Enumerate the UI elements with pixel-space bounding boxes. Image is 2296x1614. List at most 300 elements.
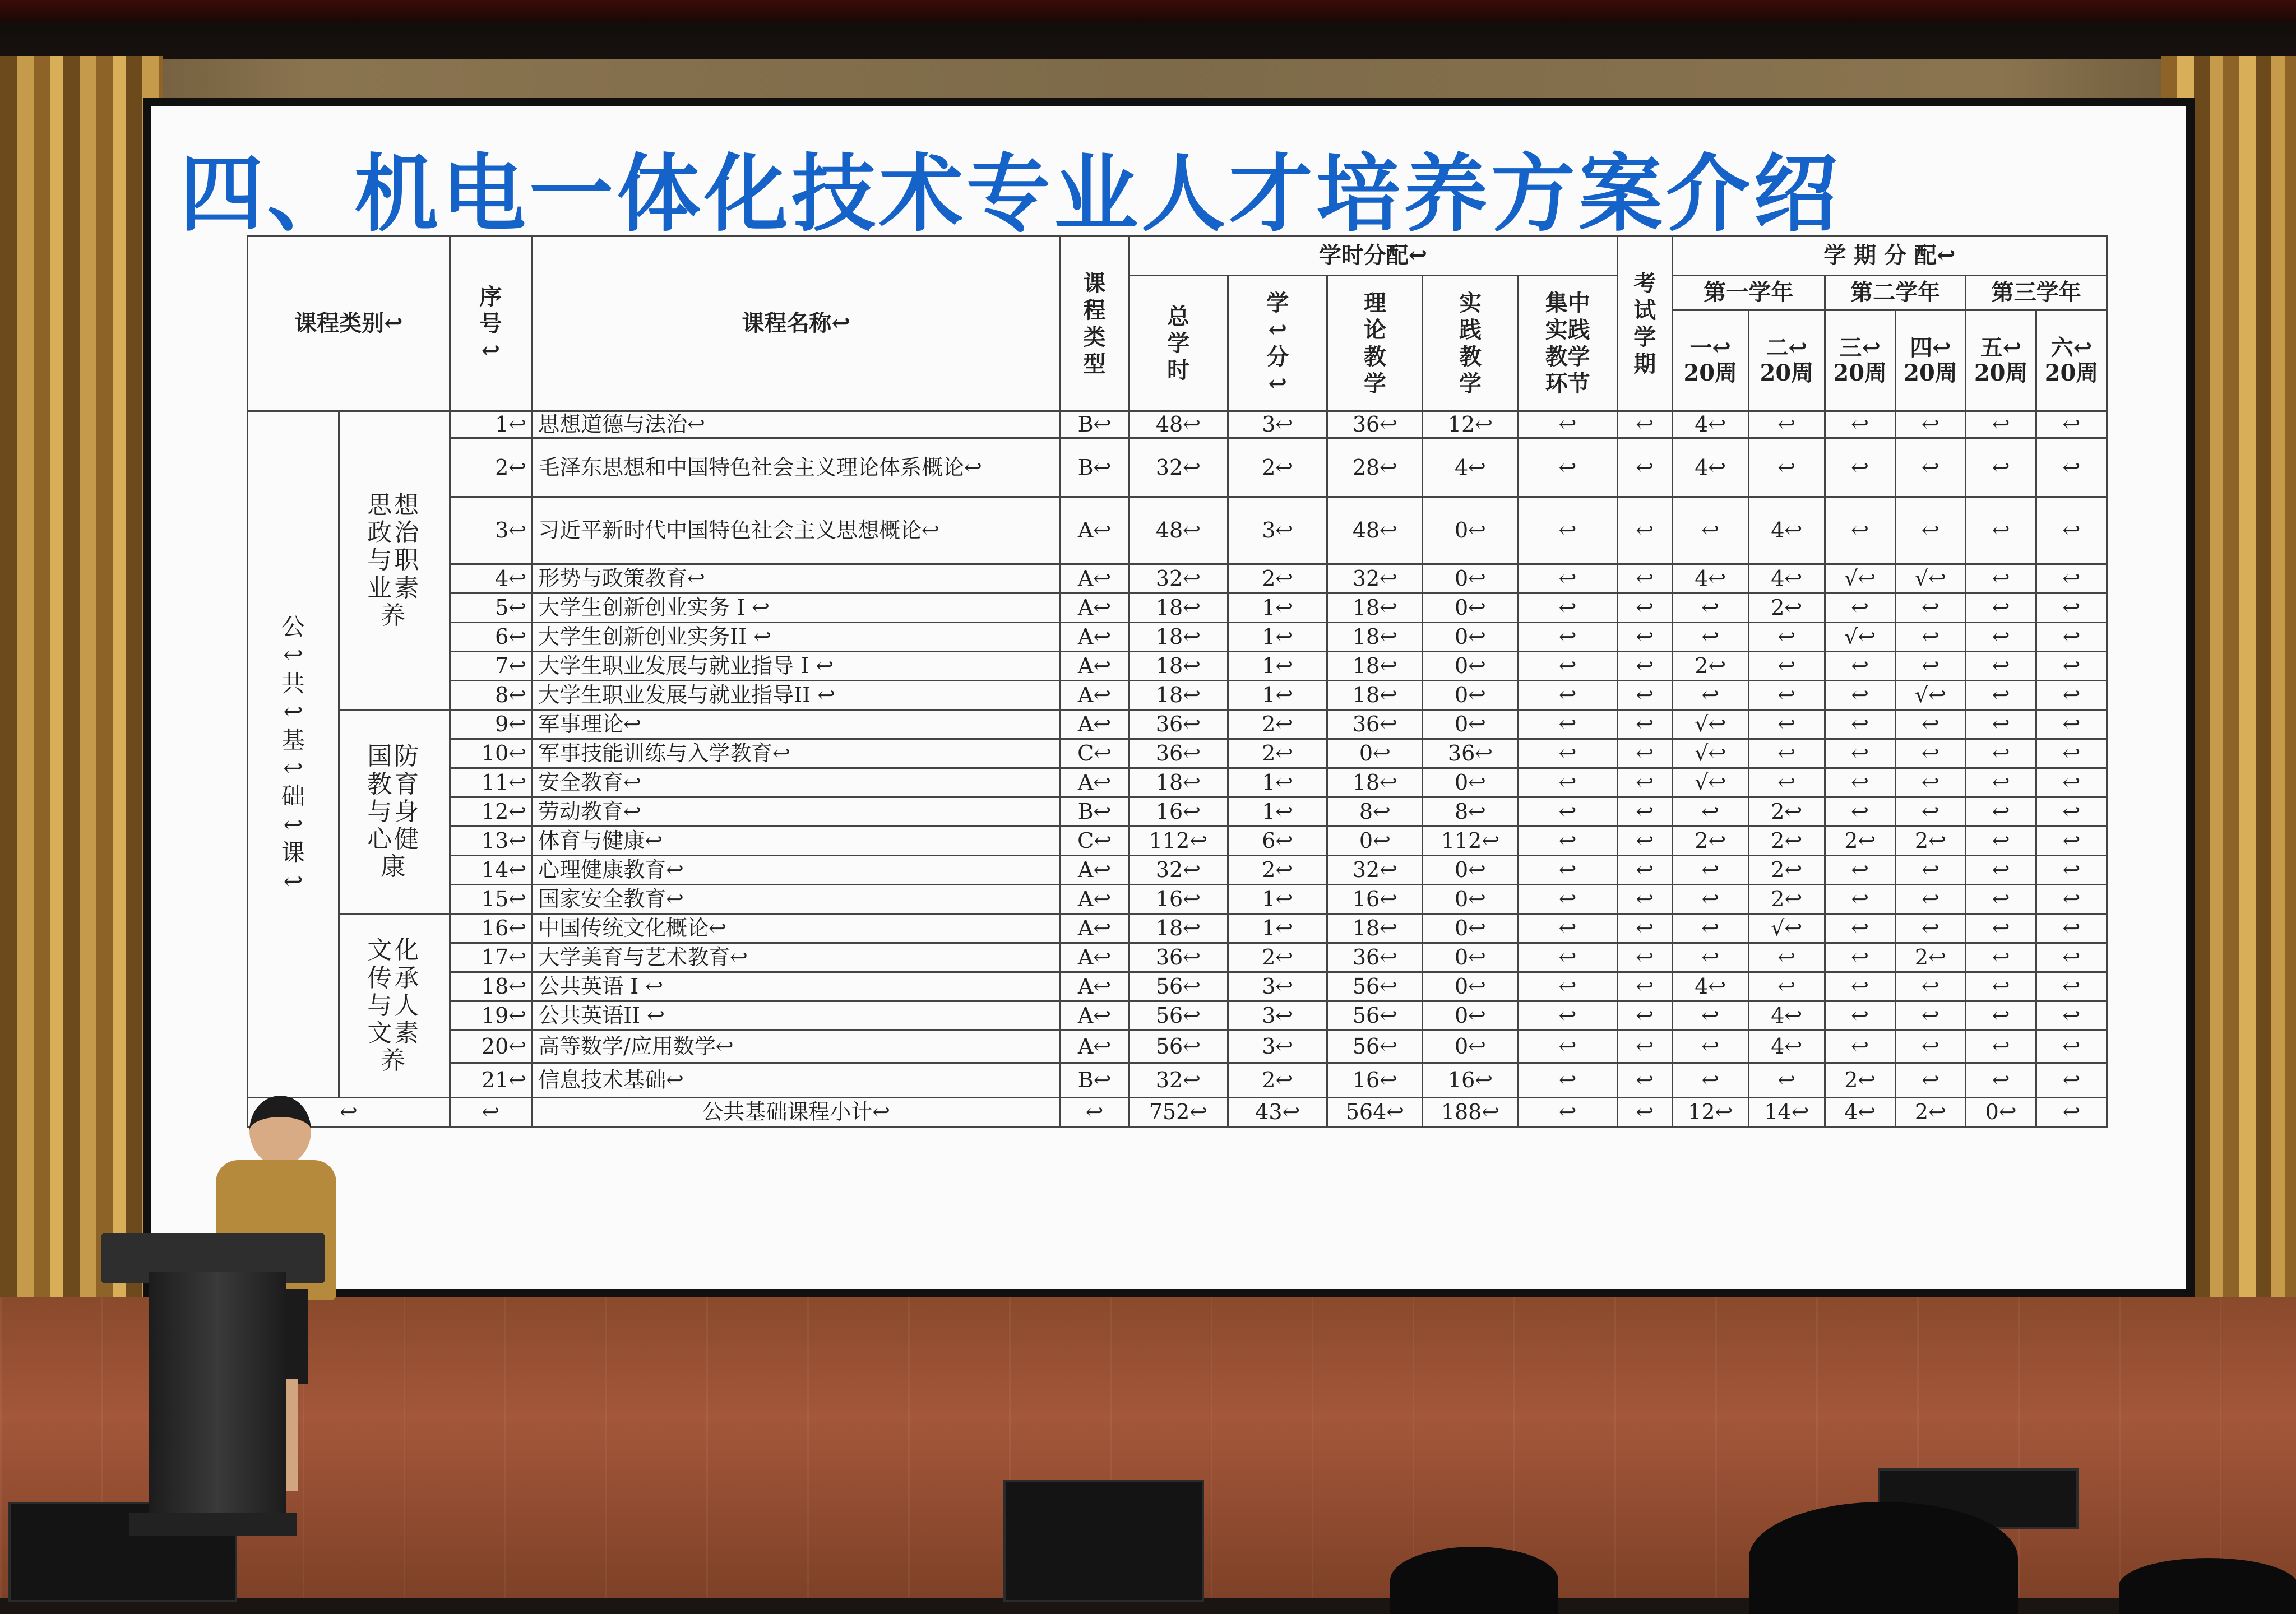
course-credit: 2↩ bbox=[1228, 856, 1327, 885]
course-practice: 36↩ bbox=[1423, 739, 1518, 768]
course-total: 36↩ bbox=[1128, 943, 1228, 972]
semester-4-cell: ↩ bbox=[1895, 885, 1966, 914]
course-credit: 3↩ bbox=[1228, 497, 1327, 564]
table-row bbox=[248, 593, 2107, 623]
semester-5-cell: ↩ bbox=[1966, 768, 2036, 797]
course-practice: 0↩ bbox=[1423, 497, 1518, 564]
semester-5-cell: ↩ bbox=[1966, 564, 2036, 593]
semester-4-cell: ↩ bbox=[1895, 914, 1966, 943]
semester-1-cell: ↩ bbox=[1672, 1063, 1748, 1098]
subtotal-total: 752↩ bbox=[1128, 1098, 1228, 1127]
course-conc: ↩ bbox=[1518, 497, 1617, 564]
course-name: 高等数学/应用数学↩ bbox=[532, 1031, 1061, 1063]
course-seq: 1↩ bbox=[450, 411, 531, 438]
semester-6-cell: ↩ bbox=[2036, 1001, 2107, 1031]
subtotal-category: ↩ bbox=[248, 1098, 450, 1127]
semester-3-cell: 2↩ bbox=[1825, 827, 1895, 856]
semester-4-cell: ↩ bbox=[1895, 411, 1966, 438]
course-credit: 2↩ bbox=[1228, 739, 1327, 768]
course-theory: 32↩ bbox=[1327, 564, 1423, 593]
header-total-hours: 总学时 bbox=[1128, 276, 1228, 411]
course-total: 112↩ bbox=[1128, 827, 1228, 856]
course-theory: 18↩ bbox=[1327, 768, 1423, 797]
semester-4-cell: ↩ bbox=[1895, 972, 1966, 1001]
semester-1-cell: 4↩ bbox=[1672, 564, 1748, 593]
semester-3-cell: ↩ bbox=[1825, 497, 1895, 564]
category-public-basic: 公↩共↩基↩础↩课↩ bbox=[248, 411, 339, 1098]
semester-6-cell: ↩ bbox=[2036, 972, 2107, 1001]
course-type: C↩ bbox=[1061, 739, 1129, 768]
course-total: 36↩ bbox=[1128, 710, 1228, 739]
subtotal-practice: 188↩ bbox=[1423, 1098, 1518, 1127]
semester-5-cell: ↩ bbox=[1966, 885, 2036, 914]
course-name: 国家安全教育↩ bbox=[532, 885, 1061, 914]
course-total: 56↩ bbox=[1128, 1001, 1228, 1031]
course-practice: 0↩ bbox=[1423, 856, 1518, 885]
header-semester-6: 六↩ 20周 bbox=[2036, 310, 2107, 411]
subtotal-seq: ↩ bbox=[450, 1098, 531, 1127]
course-exam: ↩ bbox=[1617, 914, 1672, 943]
course-type: A↩ bbox=[1061, 768, 1129, 797]
course-seq: 21↩ bbox=[450, 1063, 531, 1098]
table-row bbox=[248, 943, 2107, 972]
course-type: A↩ bbox=[1061, 593, 1129, 623]
course-theory: 48↩ bbox=[1327, 497, 1423, 564]
course-total: 32↩ bbox=[1128, 1063, 1228, 1098]
header-semester-2: 二↩ 20周 bbox=[1748, 310, 1825, 411]
semester-5-cell: ↩ bbox=[1966, 681, 2036, 710]
course-credit: 1↩ bbox=[1228, 768, 1327, 797]
semester-4-cell: √↩ bbox=[1895, 564, 1966, 593]
course-name: 安全教育↩ bbox=[532, 768, 1061, 797]
semester-6-cell: ↩ bbox=[2036, 497, 2107, 564]
semester-4-cell: ↩ bbox=[1895, 1001, 1966, 1031]
semester-3-cell: ↩ bbox=[1825, 438, 1895, 497]
course-type: A↩ bbox=[1061, 914, 1129, 943]
curriculum-table-body bbox=[248, 411, 2107, 1127]
semester-6-cell: ↩ bbox=[2036, 943, 2107, 972]
audience-head bbox=[1749, 1502, 2018, 1614]
semester-1-cell: 4↩ bbox=[1672, 972, 1748, 1001]
header-year-2: 第二学年 bbox=[1825, 276, 1965, 310]
header-course-type: 课程类型 bbox=[1061, 236, 1129, 411]
course-total: 32↩ bbox=[1128, 564, 1228, 593]
table-row bbox=[248, 710, 2107, 739]
course-practice: 0↩ bbox=[1423, 943, 1518, 972]
semester-4-cell: ↩ bbox=[1895, 797, 1966, 827]
course-exam: ↩ bbox=[1617, 768, 1672, 797]
course-name: 形势与政策教育↩ bbox=[532, 564, 1061, 593]
semester-4-cell: ↩ bbox=[1895, 623, 1966, 652]
semester-5-cell: ↩ bbox=[1966, 827, 2036, 856]
header-semester-3: 三↩ 20周 bbox=[1825, 310, 1895, 411]
course-credit: 2↩ bbox=[1228, 1063, 1327, 1098]
table-row bbox=[248, 797, 2107, 827]
semester-6-cell: ↩ bbox=[2036, 623, 2107, 652]
header-category: 课程类别↩ bbox=[248, 236, 450, 411]
subtotal-semester-5: 0↩ bbox=[1966, 1098, 2036, 1127]
header-seq: 序号↩ bbox=[450, 236, 531, 411]
semester-2-cell: 2↩ bbox=[1748, 885, 1825, 914]
course-type: B↩ bbox=[1061, 411, 1129, 438]
course-seq: 14↩ bbox=[450, 856, 531, 885]
course-type: B↩ bbox=[1061, 1063, 1129, 1098]
semester-1-cell: √↩ bbox=[1672, 710, 1748, 739]
course-seq: 12↩ bbox=[450, 797, 531, 827]
course-name: 中国传统文化概论↩ bbox=[532, 914, 1061, 943]
semester-2-cell: 2↩ bbox=[1748, 827, 1825, 856]
course-theory: 16↩ bbox=[1327, 885, 1423, 914]
semester-4-cell: √↩ bbox=[1895, 681, 1966, 710]
course-conc: ↩ bbox=[1518, 1001, 1617, 1031]
course-name: 毛泽东思想和中国特色社会主义理论体系概论↩ bbox=[532, 438, 1061, 497]
course-exam: ↩ bbox=[1617, 564, 1672, 593]
course-credit: 1↩ bbox=[1228, 652, 1327, 681]
course-credit: 3↩ bbox=[1228, 411, 1327, 438]
header-semester-1: 一↩ 20周 bbox=[1672, 310, 1748, 411]
semester-1-cell: 4↩ bbox=[1672, 411, 1748, 438]
table-row bbox=[248, 438, 2107, 497]
table-row bbox=[248, 885, 2107, 914]
subtotal-row bbox=[248, 1098, 2107, 1127]
header-semester-group: 学 期 分 配↩ bbox=[1672, 236, 2107, 276]
course-type: B↩ bbox=[1061, 438, 1129, 497]
course-type: A↩ bbox=[1061, 623, 1129, 652]
course-name: 大学生职业发展与就业指导 I ↩ bbox=[532, 652, 1061, 681]
course-name: 信息技术基础↩ bbox=[532, 1063, 1061, 1098]
course-total: 32↩ bbox=[1128, 856, 1228, 885]
course-practice: 0↩ bbox=[1423, 710, 1518, 739]
semester-2-cell: 4↩ bbox=[1748, 1031, 1825, 1063]
semester-6-cell: ↩ bbox=[2036, 593, 2107, 623]
semester-5-cell: ↩ bbox=[1966, 1001, 2036, 1031]
course-seq: 16↩ bbox=[450, 914, 531, 943]
course-theory: 56↩ bbox=[1327, 1031, 1423, 1063]
course-theory: 56↩ bbox=[1327, 1001, 1423, 1031]
table-row bbox=[248, 681, 2107, 710]
header-concentrated-practice: 集中实践教学环节 bbox=[1518, 276, 1617, 411]
lectern-base bbox=[129, 1513, 297, 1536]
course-total: 56↩ bbox=[1128, 1031, 1228, 1063]
table-row bbox=[248, 411, 2107, 438]
course-type: A↩ bbox=[1061, 564, 1129, 593]
course-conc: ↩ bbox=[1518, 885, 1617, 914]
course-credit: 1↩ bbox=[1228, 797, 1327, 827]
course-name: 大学生创新创业实务II ↩ bbox=[532, 623, 1061, 652]
course-practice: 0↩ bbox=[1423, 681, 1518, 710]
semester-6-cell: ↩ bbox=[2036, 914, 2107, 943]
subtotal-semester-1: 12↩ bbox=[1672, 1098, 1748, 1127]
course-name: 心理健康教育↩ bbox=[532, 856, 1061, 885]
subtotal-exam: ↩ bbox=[1617, 1098, 1672, 1127]
semester-4-cell: ↩ bbox=[1895, 652, 1966, 681]
course-name: 大学生职业发展与就业指导II ↩ bbox=[532, 681, 1061, 710]
semester-5-cell: ↩ bbox=[1966, 438, 2036, 497]
semester-2-cell: ↩ bbox=[1748, 1063, 1825, 1098]
subcat-culture: 文化传承与人文素养 bbox=[339, 914, 450, 1098]
semester-2-cell: 2↩ bbox=[1748, 593, 1825, 623]
semester-3-cell: ↩ bbox=[1825, 768, 1895, 797]
course-seq: 10↩ bbox=[450, 739, 531, 768]
course-exam: ↩ bbox=[1617, 681, 1672, 710]
semester-4-cell: ↩ bbox=[1895, 856, 1966, 885]
course-conc: ↩ bbox=[1518, 411, 1617, 438]
semester-1-cell: ↩ bbox=[1672, 623, 1748, 652]
semester-6-cell: ↩ bbox=[2036, 797, 2107, 827]
presenter-head bbox=[249, 1096, 311, 1166]
semester-6-cell: ↩ bbox=[2036, 856, 2107, 885]
header-hours-group: 学时分配↩ bbox=[1128, 236, 1617, 276]
subtotal-conc: ↩ bbox=[1518, 1098, 1617, 1127]
semester-6-cell: ↩ bbox=[2036, 1063, 2107, 1098]
subtotal-semester-6: ↩ bbox=[2036, 1098, 2107, 1127]
semester-1-cell: ↩ bbox=[1672, 885, 1748, 914]
semester-3-cell: ↩ bbox=[1825, 681, 1895, 710]
header-year-3: 第三学年 bbox=[1966, 276, 2107, 310]
subcat-defense: 国防教育与身心健康 bbox=[339, 710, 450, 914]
course-practice: 0↩ bbox=[1423, 1001, 1518, 1031]
course-practice: 0↩ bbox=[1423, 593, 1518, 623]
course-type: A↩ bbox=[1061, 885, 1129, 914]
course-conc: ↩ bbox=[1518, 739, 1617, 768]
header-credit: 学↩分↩ bbox=[1228, 276, 1327, 411]
course-theory: 18↩ bbox=[1327, 681, 1423, 710]
course-credit: 1↩ bbox=[1228, 885, 1327, 914]
course-exam: ↩ bbox=[1617, 972, 1672, 1001]
semester-4-cell: ↩ bbox=[1895, 593, 1966, 623]
course-type: A↩ bbox=[1061, 1001, 1129, 1031]
semester-3-cell: ↩ bbox=[1825, 593, 1895, 623]
course-total: 18↩ bbox=[1128, 681, 1228, 710]
course-seq: 6↩ bbox=[450, 623, 531, 652]
semester-1-cell: ↩ bbox=[1672, 1001, 1748, 1031]
semester-2-cell: ↩ bbox=[1748, 411, 1825, 438]
course-credit: 1↩ bbox=[1228, 681, 1327, 710]
table-row bbox=[248, 914, 2107, 943]
header-year-1: 第一学年 bbox=[1672, 276, 1825, 310]
semester-1-cell: ↩ bbox=[1672, 914, 1748, 943]
course-total: 48↩ bbox=[1128, 497, 1228, 564]
subtotal-semester-3: 4↩ bbox=[1825, 1098, 1895, 1127]
course-total: 16↩ bbox=[1128, 797, 1228, 827]
course-conc: ↩ bbox=[1518, 623, 1617, 652]
course-type: A↩ bbox=[1061, 681, 1129, 710]
semester-1-cell: 4↩ bbox=[1672, 438, 1748, 497]
course-exam: ↩ bbox=[1617, 652, 1672, 681]
curriculum-table bbox=[247, 235, 2108, 1128]
course-seq: 19↩ bbox=[450, 1001, 531, 1031]
course-exam: ↩ bbox=[1617, 797, 1672, 827]
course-seq: 4↩ bbox=[450, 564, 531, 593]
course-seq: 8↩ bbox=[450, 681, 531, 710]
course-credit: 3↩ bbox=[1228, 1001, 1327, 1031]
semester-4-cell: ↩ bbox=[1895, 1031, 1966, 1063]
course-name: 大学生创新创业实务 I ↩ bbox=[532, 593, 1061, 623]
semester-3-cell: √↩ bbox=[1825, 564, 1895, 593]
lectern bbox=[149, 1272, 286, 1519]
course-type: A↩ bbox=[1061, 856, 1129, 885]
course-credit: 3↩ bbox=[1228, 1031, 1327, 1063]
projection-screen bbox=[151, 106, 2186, 1289]
course-exam: ↩ bbox=[1617, 885, 1672, 914]
course-seq: 9↩ bbox=[450, 710, 531, 739]
course-theory: 28↩ bbox=[1327, 438, 1423, 497]
table-row bbox=[248, 768, 2107, 797]
semester-6-cell: ↩ bbox=[2036, 827, 2107, 856]
header-semester-5: 五↩ 20周 bbox=[1966, 310, 2036, 411]
semester-2-cell: ↩ bbox=[1748, 681, 1825, 710]
course-name: 公共英语II ↩ bbox=[532, 1001, 1061, 1031]
audience-head bbox=[1390, 1547, 1558, 1614]
course-seq: 2↩ bbox=[450, 438, 531, 497]
course-practice: 0↩ bbox=[1423, 564, 1518, 593]
semester-5-cell: ↩ bbox=[1966, 623, 2036, 652]
table-row bbox=[248, 856, 2107, 885]
table-row bbox=[248, 497, 2107, 564]
course-total: 16↩ bbox=[1128, 885, 1228, 914]
audience-head bbox=[2119, 1558, 2296, 1614]
course-name: 思想道德与法治↩ bbox=[532, 411, 1061, 438]
course-exam: ↩ bbox=[1617, 710, 1672, 739]
semester-2-cell: ↩ bbox=[1748, 652, 1825, 681]
course-type: A↩ bbox=[1061, 710, 1129, 739]
course-conc: ↩ bbox=[1518, 652, 1617, 681]
course-total: 18↩ bbox=[1128, 768, 1228, 797]
course-practice: 0↩ bbox=[1423, 652, 1518, 681]
table-row bbox=[248, 1031, 2107, 1063]
subtotal-label: 公共基础课程小计↩ bbox=[532, 1098, 1061, 1127]
table-row bbox=[248, 739, 2107, 768]
curtain-left bbox=[0, 56, 163, 1345]
course-theory: 32↩ bbox=[1327, 856, 1423, 885]
course-seq: 18↩ bbox=[450, 972, 531, 1001]
semester-2-cell: 2↩ bbox=[1748, 856, 1825, 885]
semester-1-cell: ↩ bbox=[1672, 1031, 1748, 1063]
stage-valance bbox=[0, 0, 2296, 22]
course-conc: ↩ bbox=[1518, 564, 1617, 593]
course-conc: ↩ bbox=[1518, 1031, 1617, 1063]
course-name: 大学美育与艺术教育↩ bbox=[532, 943, 1061, 972]
course-total: 18↩ bbox=[1128, 623, 1228, 652]
course-total: 36↩ bbox=[1128, 739, 1228, 768]
course-name: 体育与健康↩ bbox=[532, 827, 1061, 856]
semester-6-cell: ↩ bbox=[2036, 710, 2107, 739]
course-exam: ↩ bbox=[1617, 1063, 1672, 1098]
course-exam: ↩ bbox=[1617, 593, 1672, 623]
course-credit: 3↩ bbox=[1228, 972, 1327, 1001]
semester-3-cell: ↩ bbox=[1825, 710, 1895, 739]
semester-4-cell: 2↩ bbox=[1895, 827, 1966, 856]
semester-3-cell: ↩ bbox=[1825, 1001, 1895, 1031]
stage-monitor-speaker bbox=[1003, 1480, 1204, 1602]
semester-3-cell: √↩ bbox=[1825, 623, 1895, 652]
semester-5-cell: ↩ bbox=[1966, 972, 2036, 1001]
course-seq: 20↩ bbox=[450, 1031, 531, 1063]
course-theory: 18↩ bbox=[1327, 652, 1423, 681]
subtotal-semester-4: 2↩ bbox=[1895, 1098, 1966, 1127]
course-conc: ↩ bbox=[1518, 827, 1617, 856]
course-seq: 17↩ bbox=[450, 943, 531, 972]
course-name: 军事理论↩ bbox=[532, 710, 1061, 739]
semester-4-cell: 2↩ bbox=[1895, 943, 1966, 972]
subtotal-theory: 564↩ bbox=[1327, 1098, 1423, 1127]
semester-2-cell: ↩ bbox=[1748, 438, 1825, 497]
semester-2-cell: ↩ bbox=[1748, 739, 1825, 768]
semester-6-cell: ↩ bbox=[2036, 885, 2107, 914]
course-type: B↩ bbox=[1061, 797, 1129, 827]
course-credit: 1↩ bbox=[1228, 914, 1327, 943]
semester-4-cell: ↩ bbox=[1895, 497, 1966, 564]
semester-1-cell: 2↩ bbox=[1672, 827, 1748, 856]
course-theory: 0↩ bbox=[1327, 827, 1423, 856]
course-conc: ↩ bbox=[1518, 438, 1617, 497]
slide-title: 四、机电一体化技术专业人才培养方案介绍 bbox=[179, 146, 1841, 243]
semester-5-cell: ↩ bbox=[1966, 652, 2036, 681]
semester-4-cell: ↩ bbox=[1895, 768, 1966, 797]
semester-3-cell: ↩ bbox=[1825, 797, 1895, 827]
semester-3-cell: ↩ bbox=[1825, 943, 1895, 972]
semester-5-cell: ↩ bbox=[1966, 411, 2036, 438]
course-theory: 56↩ bbox=[1327, 972, 1423, 1001]
course-theory: 18↩ bbox=[1327, 593, 1423, 623]
course-theory: 36↩ bbox=[1327, 710, 1423, 739]
course-seq: 11↩ bbox=[450, 768, 531, 797]
course-total: 56↩ bbox=[1128, 972, 1228, 1001]
course-credit: 2↩ bbox=[1228, 564, 1327, 593]
course-seq: 15↩ bbox=[450, 885, 531, 914]
course-conc: ↩ bbox=[1518, 681, 1617, 710]
semester-6-cell: ↩ bbox=[2036, 564, 2107, 593]
semester-6-cell: ↩ bbox=[2036, 411, 2107, 438]
header-semester-4: 四↩ 20周 bbox=[1895, 310, 1966, 411]
semester-5-cell: ↩ bbox=[1966, 710, 2036, 739]
course-theory: 16↩ bbox=[1327, 1063, 1423, 1098]
course-conc: ↩ bbox=[1518, 1063, 1617, 1098]
semester-6-cell: ↩ bbox=[2036, 1031, 2107, 1063]
course-name: 习近平新时代中国特色社会主义思想概论↩ bbox=[532, 497, 1061, 564]
course-name: 军事技能训练与入学教育↩ bbox=[532, 739, 1061, 768]
course-practice: 0↩ bbox=[1423, 914, 1518, 943]
semester-5-cell: ↩ bbox=[1966, 1063, 2036, 1098]
course-exam: ↩ bbox=[1617, 827, 1672, 856]
semester-5-cell: ↩ bbox=[1966, 856, 2036, 885]
course-practice: 0↩ bbox=[1423, 972, 1518, 1001]
course-practice: 0↩ bbox=[1423, 1031, 1518, 1063]
semester-5-cell: ↩ bbox=[1966, 943, 2036, 972]
course-total: 48↩ bbox=[1128, 411, 1228, 438]
semester-3-cell: 2↩ bbox=[1825, 1063, 1895, 1098]
course-credit: 2↩ bbox=[1228, 943, 1327, 972]
course-theory: 8↩ bbox=[1327, 797, 1423, 827]
table-row bbox=[248, 564, 2107, 593]
semester-1-cell: ↩ bbox=[1672, 856, 1748, 885]
table-row bbox=[248, 1063, 2107, 1098]
semester-6-cell: ↩ bbox=[2036, 739, 2107, 768]
course-exam: ↩ bbox=[1617, 497, 1672, 564]
semester-6-cell: ↩ bbox=[2036, 681, 2107, 710]
semester-2-cell: √↩ bbox=[1748, 914, 1825, 943]
table-row bbox=[248, 623, 2107, 652]
course-practice: 8↩ bbox=[1423, 797, 1518, 827]
course-total: 32↩ bbox=[1128, 438, 1228, 497]
course-practice: 4↩ bbox=[1423, 438, 1518, 497]
course-exam: ↩ bbox=[1617, 438, 1672, 497]
semester-5-cell: ↩ bbox=[1966, 497, 2036, 564]
course-practice: 16↩ bbox=[1423, 1063, 1518, 1098]
course-type: A↩ bbox=[1061, 497, 1129, 564]
course-type: A↩ bbox=[1061, 652, 1129, 681]
course-credit: 1↩ bbox=[1228, 623, 1327, 652]
